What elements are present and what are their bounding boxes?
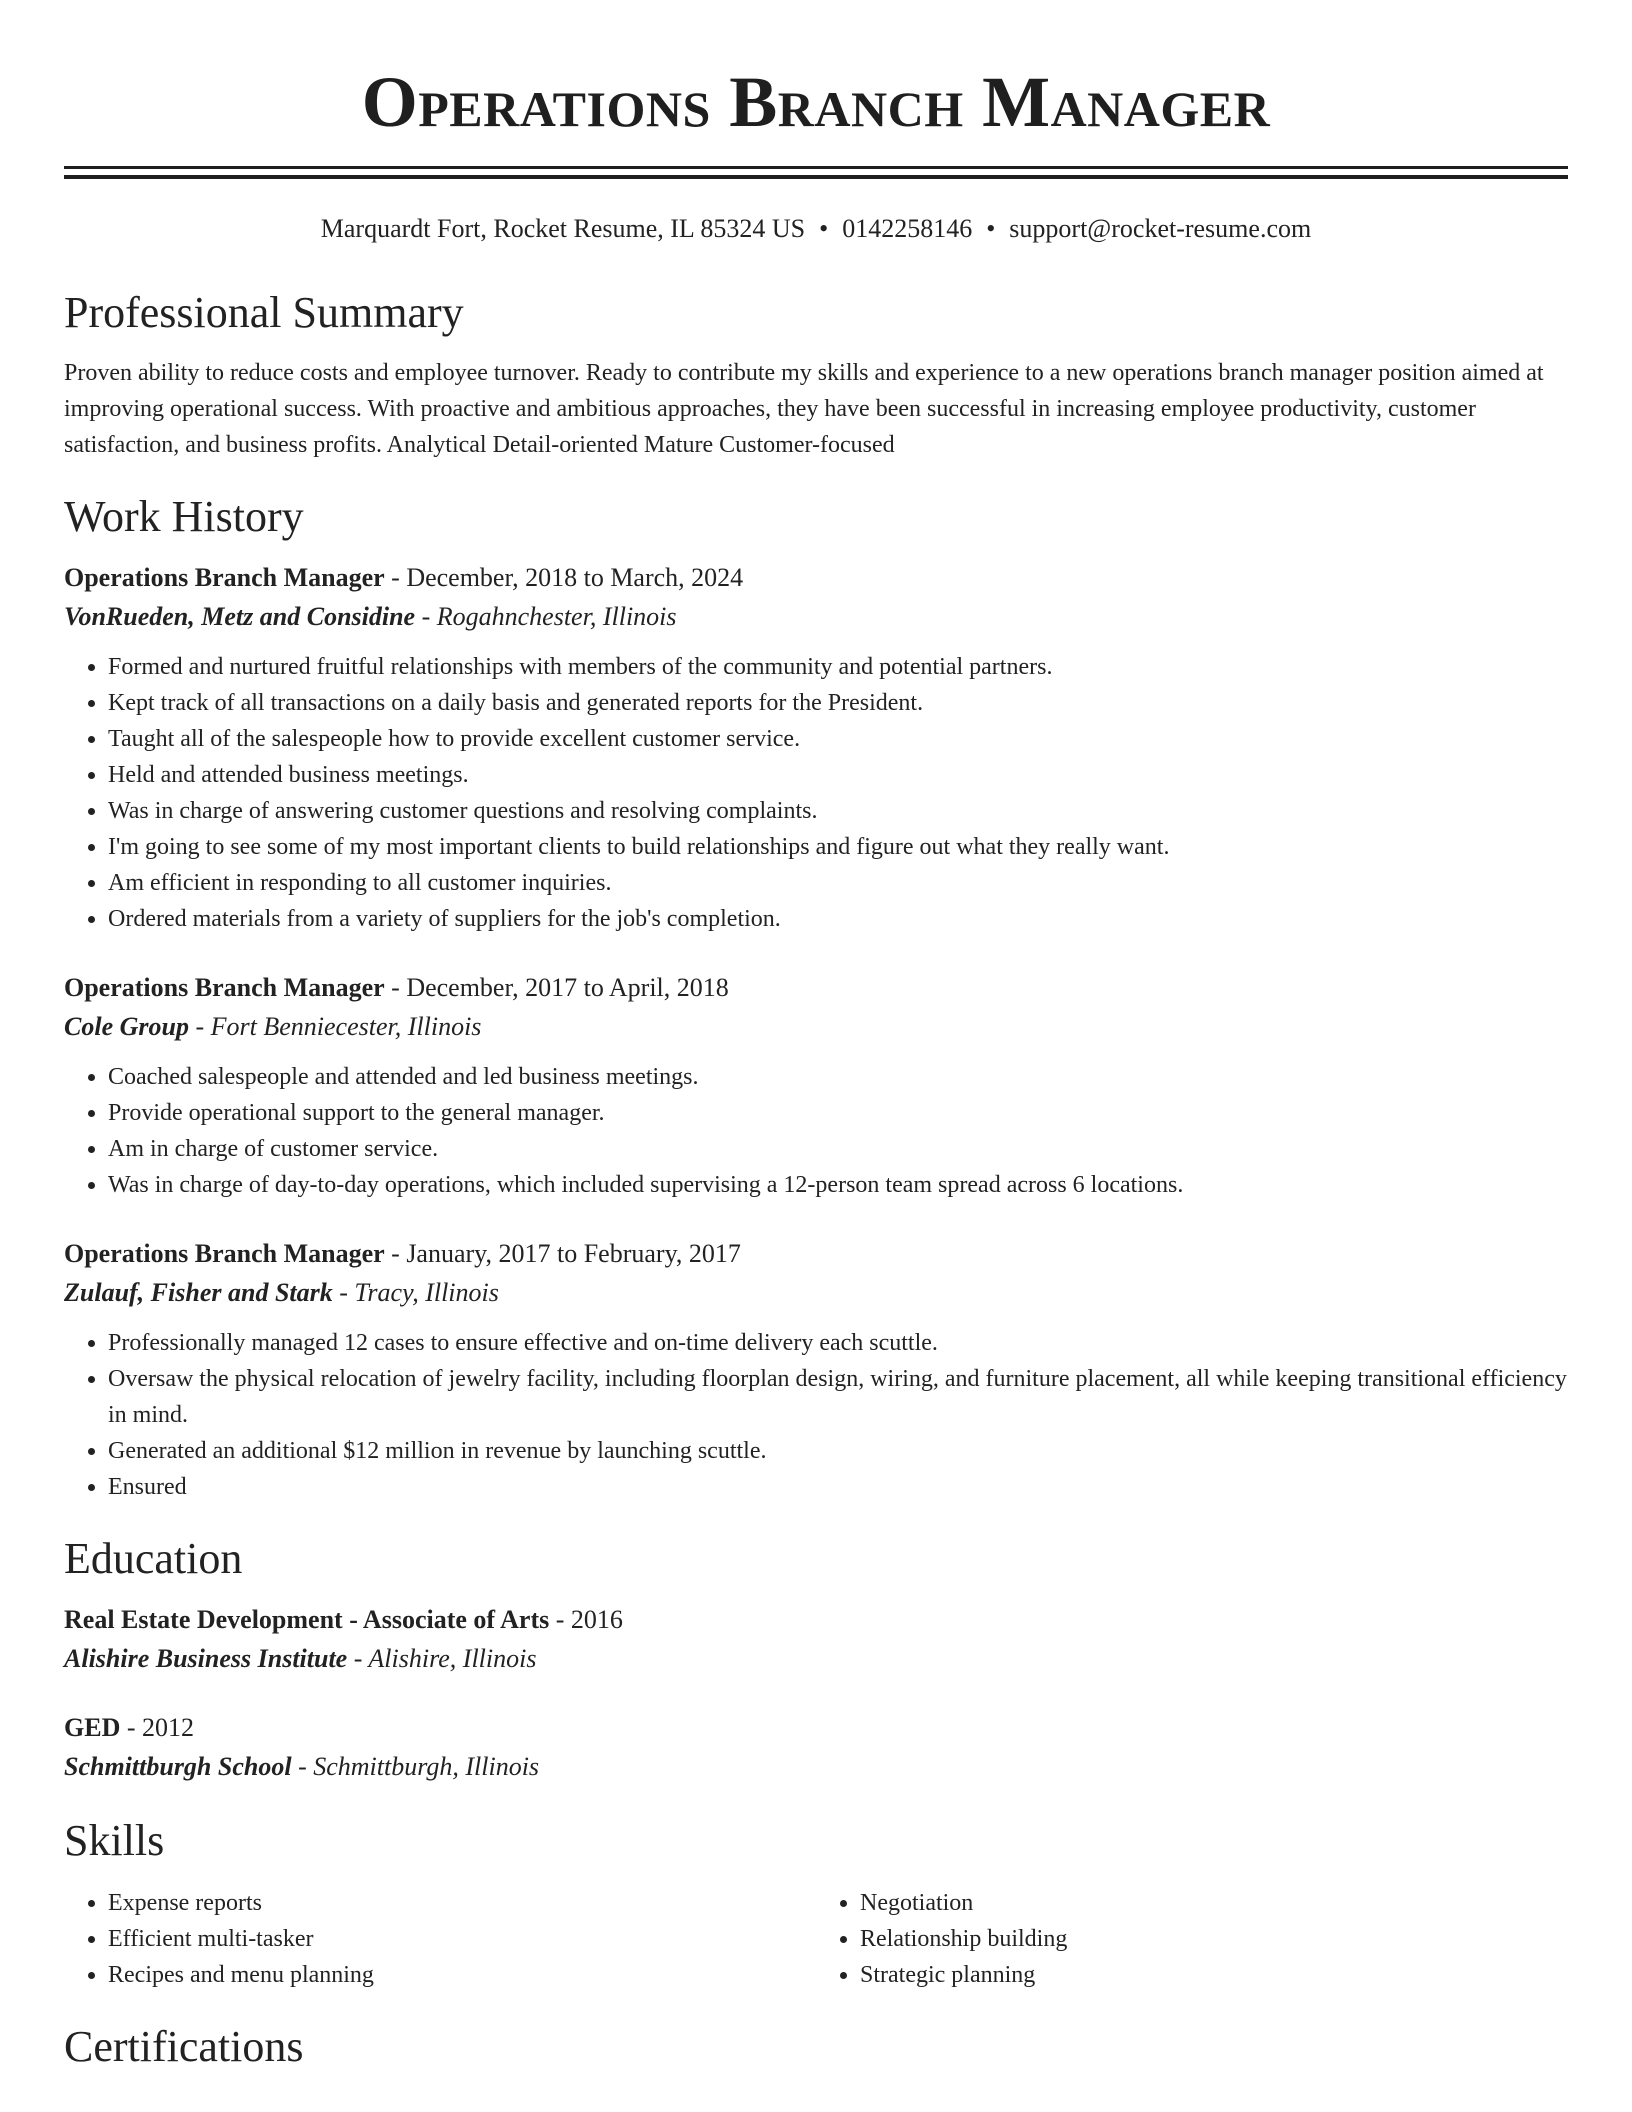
job-duty: • Was in charge of day-to-day operations, which included supervising a 12-person team spread across 6 locations. bbox=[108, 1167, 1568, 1203]
certifications-heading: Certifications bbox=[64, 2022, 304, 2071]
education-header bbox=[64, 1709, 1568, 1747]
job-duty: • Taught all of the salespeople how to provide excellent customer service. bbox=[108, 721, 1568, 757]
job-company: VonRueden, Metz and Considine bbox=[64, 602, 416, 631]
job-duty: • Professionally managed 12 cases to ensure effective and on-time delivery each scuttle. bbox=[108, 1325, 1568, 1361]
contact-email: support@rocket-resume.com bbox=[1009, 214, 1312, 243]
job-dates: - December, 2017 to April, 2018 bbox=[384, 973, 729, 1002]
job-position: Operations Branch Manager bbox=[64, 563, 385, 592]
education-heading: Education bbox=[64, 1534, 243, 1583]
contact-address: Marquardt Fort, Rocket Resume, IL 85324 US bbox=[320, 214, 806, 243]
job-duty: • Ensured bbox=[108, 1469, 1568, 1505]
job-duty: • Ordered materials from a variety of suppliers for the job's completion. bbox=[108, 901, 1568, 937]
job-duty: • Held and attended business meetings. bbox=[108, 757, 1568, 793]
job-duties-list bbox=[64, 1325, 1568, 1505]
job-employer bbox=[64, 1273, 1568, 1313]
job-header bbox=[64, 559, 1568, 597]
job-duties-list bbox=[64, 1059, 1568, 1203]
skills-list-left bbox=[64, 1885, 816, 1993]
skills-grid bbox=[64, 1885, 1568, 1993]
job-duty: • Kept track of all transactions on a daily basis and generated reports for the President. bbox=[108, 685, 1568, 721]
job-company: Zulauf, Fisher and Stark bbox=[64, 1278, 333, 1307]
job-entry bbox=[64, 1235, 1568, 1505]
education-degree: GED bbox=[64, 1713, 121, 1742]
contact-separator: • bbox=[986, 214, 996, 243]
job-entry bbox=[64, 969, 1568, 1203]
job-duty: • Coached salespeople and attended and led business meetings. bbox=[108, 1059, 1568, 1095]
summary-heading: Professional Summary bbox=[64, 288, 464, 337]
education-header bbox=[64, 1601, 1568, 1639]
header-rule-top bbox=[64, 166, 1568, 169]
education-location: - Alishire, Illinois bbox=[347, 1644, 537, 1673]
work-history-heading: Work History bbox=[64, 492, 304, 541]
skill-item: • Strategic planning bbox=[860, 1957, 1568, 1993]
education-entry bbox=[64, 1709, 1568, 1787]
education-entry bbox=[64, 1601, 1568, 1679]
job-header bbox=[64, 969, 1568, 1007]
education-year: - 2012 bbox=[120, 1713, 195, 1742]
education-location: - Schmittburgh, Illinois bbox=[291, 1752, 540, 1781]
job-duty: • Oversaw the physical relocation of jewelry facility, including floorplan design, wiring, and furniture placement, all while keeping transitional efficiency in mind. bbox=[108, 1361, 1568, 1433]
skill-item: • Recipes and menu planning bbox=[108, 1957, 816, 1993]
skill-item: • Negotiation bbox=[860, 1885, 1568, 1921]
job-duty: • Was in charge of answering customer questions and resolving complaints. bbox=[108, 793, 1568, 829]
skills-list-right bbox=[816, 1885, 1568, 1993]
education-school: Alishire Business Institute bbox=[64, 1644, 348, 1673]
job-position: Operations Branch Manager bbox=[64, 973, 385, 1002]
job-duty: • Am in charge of customer service. bbox=[108, 1131, 1568, 1167]
contact-line bbox=[64, 211, 1568, 247]
job-header bbox=[64, 1235, 1568, 1273]
job-duty: • Provide operational support to the general manager. bbox=[108, 1095, 1568, 1131]
job-employer bbox=[64, 1007, 1568, 1047]
job-duty: • Generated an additional $12 million in revenue by launching scuttle. bbox=[108, 1433, 1568, 1469]
job-location: - Rogahnchester, Illinois bbox=[415, 602, 677, 631]
skills-heading: Skills bbox=[64, 1816, 165, 1865]
job-employer bbox=[64, 597, 1568, 637]
job-duties-list bbox=[64, 649, 1568, 937]
job-duty: • I'm going to see some of my most important clients to build relationships and figure out what they really want. bbox=[108, 829, 1568, 865]
education-year: - 2016 bbox=[549, 1605, 623, 1634]
education-institution bbox=[64, 1747, 1568, 1787]
header-rule-bottom bbox=[64, 175, 1568, 179]
education-school: Schmittburgh School bbox=[64, 1752, 292, 1781]
job-position: Operations Branch Manager bbox=[64, 1239, 385, 1268]
summary-text: Proven ability to reduce costs and employee turnover. Ready to contribute my skills and experience to a new operations branch manager position aimed at improving operational success. With proactive and ambitious approaches, they have been successful in increasing employee productivity, customer satisfaction, and business profits. Analytical Detail-oriented Mature Customer-focused bbox=[64, 360, 1544, 458]
skill-item: • Efficient multi-tasker bbox=[108, 1921, 816, 1957]
job-duty: • Formed and nurtured fruitful relationships with members of the community and potential partners. bbox=[108, 649, 1568, 685]
job-dates: - December, 2018 to March, 2024 bbox=[384, 563, 744, 592]
job-location: - Tracy, Illinois bbox=[332, 1278, 499, 1307]
resume-name: Operations Branch Manager bbox=[361, 62, 1271, 142]
education-institution bbox=[64, 1639, 1568, 1679]
job-dates: - January, 2017 to February, 2017 bbox=[384, 1239, 741, 1268]
contact-phone: 0142258146 bbox=[842, 214, 973, 243]
job-company: Cole Group bbox=[64, 1012, 189, 1041]
job-location: - Fort Benniecester, Illinois bbox=[188, 1012, 482, 1041]
job-duty: • Am efficient in responding to all customer inquiries. bbox=[108, 865, 1568, 901]
education-degree: Real Estate Development - Associate of Arts bbox=[64, 1605, 550, 1634]
skill-item: • Relationship building bbox=[860, 1921, 1568, 1957]
contact-separator: • bbox=[819, 214, 829, 243]
skill-item: • Expense reports bbox=[108, 1885, 816, 1921]
job-entry bbox=[64, 559, 1568, 937]
